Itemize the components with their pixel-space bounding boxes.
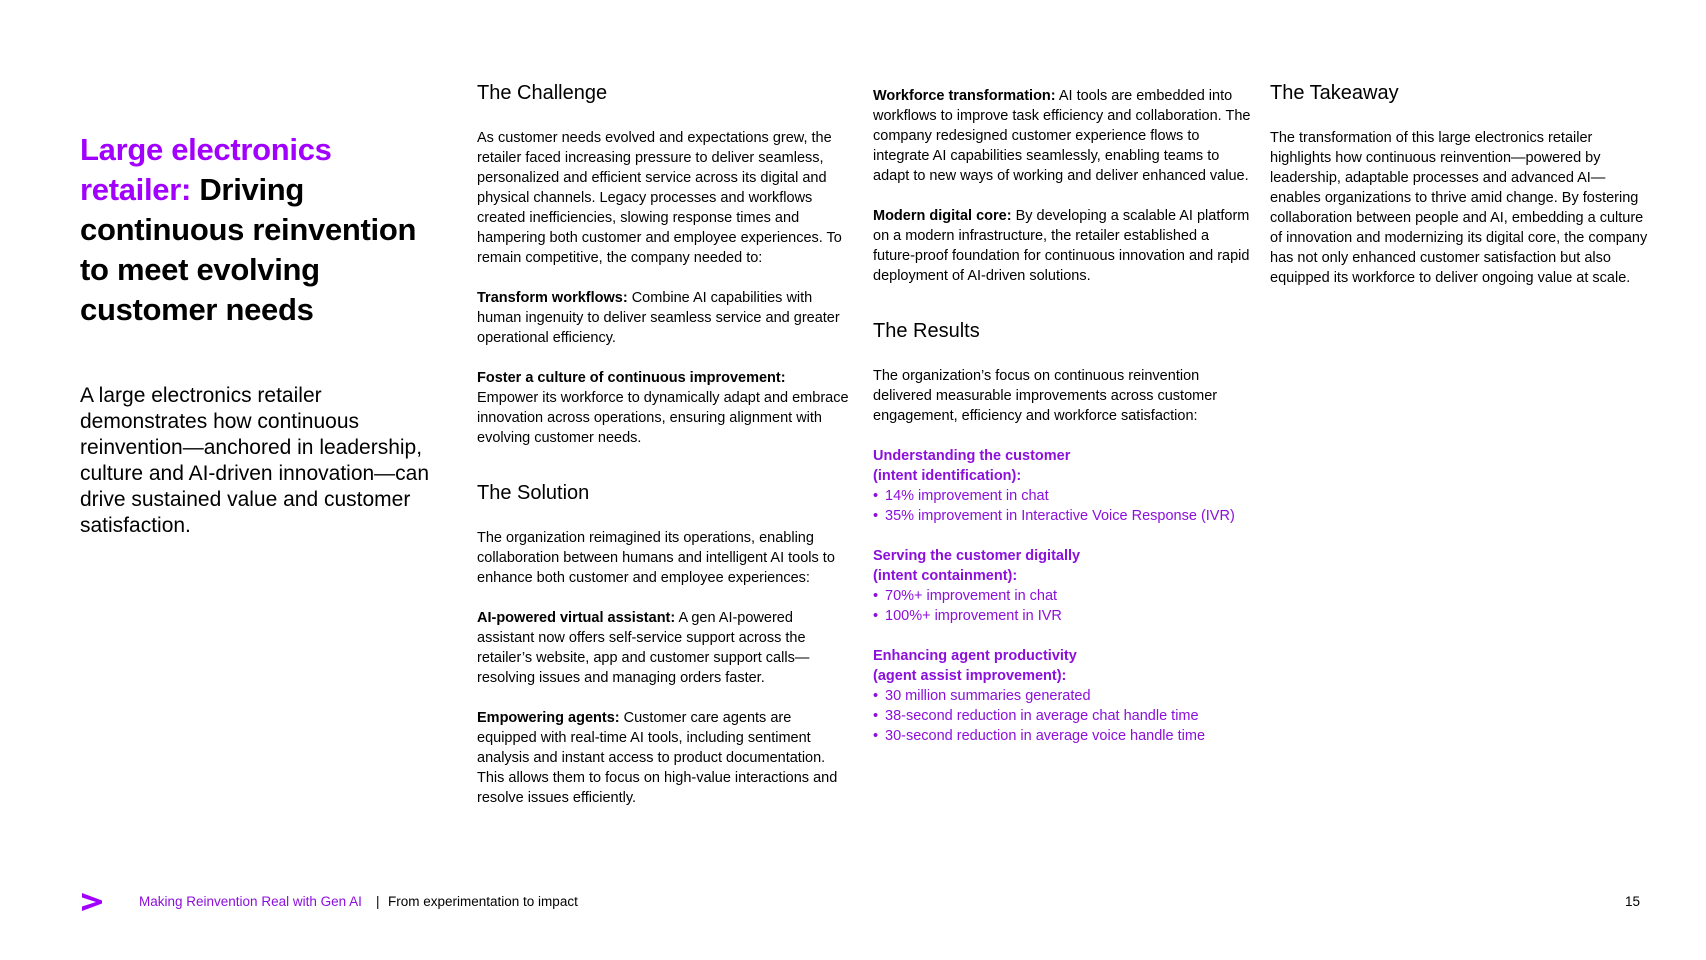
lead-paragraph: A large electronics retailer demonstrates how continuous reinvention—anchored in leadership, culture and AI-driven innovation—can drive sustained value and customer satisfaction. xyxy=(80,384,430,537)
results-group-title: Understanding the customer xyxy=(873,448,1071,464)
page-title xyxy=(80,130,435,330)
solution-item-label: AI-powered virtual assistant: xyxy=(477,610,676,626)
accenture-logo-icon xyxy=(80,890,104,914)
column-2 xyxy=(873,78,1253,766)
footer-report-title: Making Reinvention Real with Gen AI xyxy=(139,894,362,909)
results-list xyxy=(873,486,1253,526)
solution-item-label: Modern digital core: xyxy=(873,208,1012,224)
result-item: • 70%+ improvement in chat xyxy=(873,586,1253,606)
challenge-intro: As customer needs evolved and expectations grew, the retailer faced increasing pressure to deliver seamless, personalized and efficient service across its digital and physical channels. Legacy processes and workflows created inefficiencies, slowing response times and hampering both customer and employee experiences. To remain competitive, the company needed to: xyxy=(477,130,842,266)
page-number: 15 xyxy=(1624,894,1640,909)
footer-subtitle: From experimentation to impact xyxy=(388,894,578,909)
challenge-heading: The Challenge xyxy=(477,82,608,104)
footer xyxy=(80,890,1640,914)
challenge-item-text: Empower its workforce to dynamically adapt and embrace innovation across operations, ensuring alignment with evolving customer needs. xyxy=(477,390,849,446)
solution-item-text: AI tools are embedded into workflows to improve task efficiency and collaboration. The company redesigned customer experience flows to integrate AI capabilities seamlessly, enabling teams to adapt to new ways of working and deliver enhanced value. xyxy=(873,88,1251,184)
takeaway-heading: The Takeaway xyxy=(1270,82,1399,104)
intro-panel xyxy=(80,130,435,539)
column-1 xyxy=(477,78,852,828)
takeaway-text: The transformation of this large electronics retailer highlights how continuous reinvention—powered by leadership, adaptable processes and advanced AI—enables organizations to thrive amid change. By fostering collaboration between people and AI, embedding a culture of innovation and modernizing its digital core, the company has not only enhanced customer satisfaction but also equipped its workforce to deliver ongoing value at scale. xyxy=(1270,130,1648,286)
results-group xyxy=(873,546,1253,626)
solution-item-label: Workforce transformation: xyxy=(873,88,1056,104)
result-item: • 35% improvement in Interactive Voice Response (IVR) xyxy=(873,506,1253,526)
challenge-item xyxy=(477,288,852,348)
solution-item xyxy=(477,608,852,688)
solution-item xyxy=(477,708,852,808)
result-item: • 14% improvement in chat xyxy=(873,486,1253,506)
solution-item-label: Empowering agents: xyxy=(477,710,620,726)
solution-item xyxy=(873,86,1253,186)
footer-separator: | xyxy=(376,894,380,909)
page-title-rest: Driving continuous reinvention to meet evolving customer needs xyxy=(80,172,417,327)
result-item: • 30-second reduction in average voice handle time xyxy=(873,726,1253,746)
results-group-title: Serving the customer digitally xyxy=(873,548,1081,564)
solution-heading: The Solution xyxy=(477,482,590,504)
challenge-item xyxy=(477,368,852,448)
results-group-title: Enhancing agent productivity xyxy=(873,648,1077,664)
results-group-subtitle: (intent containment): xyxy=(873,568,1018,584)
results-intro: The organization’s focus on continuous reinvention delivered measurable improvements across customer engagement, efficiency and workforce satisfaction: xyxy=(873,368,1218,424)
result-item: • 100%+ improvement in IVR xyxy=(873,606,1253,626)
results-group-subtitle: (agent assist improvement): xyxy=(873,668,1067,684)
solution-intro: The organization reimagined its operations, enabling collaboration between humans and intelligent AI tools to enhance both customer and employee experiences: xyxy=(477,530,835,586)
solution-item-text: A gen AI-powered assistant now offers self-service support across the retailer’s website, app and customer support calls—resolving issues and managing orders faster. xyxy=(477,610,810,686)
challenge-item-label: Foster a culture of continuous improvement: xyxy=(477,370,786,386)
solution-item xyxy=(873,206,1253,286)
solution-item-text: Customer care agents are equipped with real-time AI tools, including sentiment analysis and instant access to product documentation. This allows them to focus on high-value interactions and resolve issues efficiently. xyxy=(477,710,838,806)
column-3 xyxy=(1270,78,1650,308)
challenge-item-label: Transform workflows: xyxy=(477,290,628,306)
challenge-item-text: Combine AI capabilities with human ingenuity to deliver seamless service and greater operational efficiency. xyxy=(477,290,840,346)
result-item: • 38-second reduction in average chat handle time xyxy=(873,706,1253,726)
results-list xyxy=(873,586,1253,626)
results-group xyxy=(873,446,1253,526)
results-group-subtitle: (intent identification): xyxy=(873,468,1022,484)
result-item: • 30 million summaries generated xyxy=(873,686,1253,706)
solution-item-text: By developing a scalable AI platform on a modern infrastructure, the retailer established a future-proof foundation for continuous innovation and rapid deployment of AI-driven solutions. xyxy=(873,208,1250,284)
results-heading: The Results xyxy=(873,320,980,342)
results-group xyxy=(873,646,1253,746)
page-title-accent: Large electronics retailer: xyxy=(80,132,332,207)
results-list xyxy=(873,686,1253,746)
